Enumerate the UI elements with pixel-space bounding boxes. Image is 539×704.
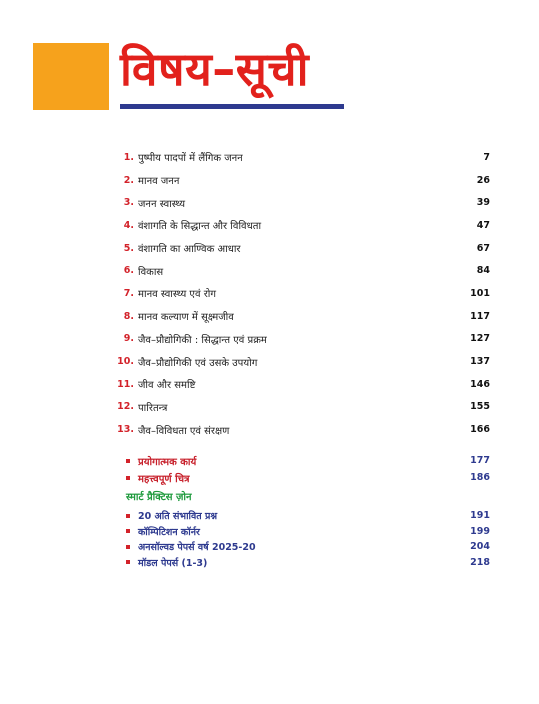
square-bullet-icon — [126, 560, 130, 564]
chapter-title: मानव कल्याण में सूक्ष्मजीव — [138, 312, 234, 324]
chapter-number: 13. — [117, 424, 134, 436]
chapter-row[interactable] — [112, 214, 490, 237]
chapter-page: 84 — [476, 265, 490, 277]
chapter-row[interactable] — [112, 146, 490, 169]
smart-zone-title: मॉडल पेपर्स (1-3) — [138, 557, 208, 569]
extras-list — [126, 452, 490, 486]
chapter-row[interactable] — [112, 373, 490, 396]
smart-zone-row[interactable] — [126, 524, 490, 540]
chapter-page: 117 — [470, 310, 490, 322]
chapter-row[interactable] — [112, 191, 490, 214]
chapter-number: 4. — [123, 219, 134, 231]
smart-zone-title: 20 अति संभावित प्रश्न — [138, 511, 218, 523]
square-bullet-icon — [126, 529, 130, 533]
smart-zone-list — [126, 508, 490, 570]
chapter-title: पुष्पीय पादपों में लैंगिक जनन — [138, 153, 243, 165]
extra-page: 186 — [470, 472, 490, 483]
chapter-page: 146 — [470, 378, 490, 390]
extra-title: प्रयोगात्मक कार्य — [138, 456, 197, 468]
smart-zone-title: कॉम्पिटिशन कॉर्नर — [138, 526, 200, 538]
chapter-title: जैव–प्रौद्योगिकी : सिद्धान्त एवं प्रक्रम — [138, 334, 267, 346]
chapter-row[interactable] — [112, 237, 490, 260]
chapter-title: जीव और समष्टि — [138, 380, 196, 392]
chapter-page: 47 — [476, 219, 490, 231]
chapter-list — [112, 146, 490, 441]
chapter-row[interactable] — [112, 169, 490, 192]
chapter-number: 2. — [123, 174, 134, 186]
square-bullet-icon — [126, 476, 130, 480]
chapter-number: 6. — [123, 265, 134, 277]
smart-zone-row[interactable] — [126, 539, 490, 555]
chapter-number: 5. — [123, 242, 134, 254]
title-underline — [120, 104, 344, 109]
chapter-title: जैव–विविधता एवं संरक्षण — [138, 425, 230, 437]
chapter-title: जैव–प्रौद्योगिकी एवं उसके उपयोग — [138, 357, 258, 369]
chapter-row[interactable] — [112, 418, 490, 441]
smart-zone-row[interactable] — [126, 508, 490, 524]
extra-row[interactable] — [126, 452, 490, 469]
chapter-row[interactable] — [112, 259, 490, 282]
extra-title: महत्त्वपूर्ण चित्र — [138, 473, 190, 485]
smart-zone-page: 191 — [470, 510, 490, 522]
chapter-number: 8. — [123, 310, 134, 322]
square-bullet-icon — [126, 514, 130, 518]
chapter-row[interactable] — [112, 350, 490, 373]
chapter-title: विकास — [138, 266, 164, 278]
smart-zone-row[interactable] — [126, 555, 490, 571]
extra-row[interactable] — [126, 469, 490, 486]
chapter-title: वंशागति के सिद्धान्त और विविधता — [138, 221, 262, 233]
chapter-number: 11. — [117, 378, 134, 390]
chapter-number: 3. — [123, 197, 134, 209]
chapter-title: जनन स्वास्थ्य — [138, 198, 186, 210]
chapter-page: 7 — [483, 151, 490, 163]
chapter-number: 9. — [123, 333, 134, 345]
chapter-title: पारितन्त्र — [138, 402, 168, 414]
smart-zone-page: 218 — [470, 556, 490, 568]
chapter-row[interactable] — [112, 305, 490, 328]
chapter-number: 1. — [123, 151, 134, 163]
chapter-title: मानव स्वास्थ्य एवं रोग — [138, 289, 217, 301]
smart-zone-page: 204 — [470, 541, 490, 553]
chapter-number: 7. — [123, 287, 134, 299]
chapter-page: 127 — [470, 333, 490, 345]
chapter-page: 26 — [476, 174, 490, 186]
extra-page: 177 — [470, 455, 490, 466]
orange-accent-block — [33, 43, 109, 110]
chapter-number: 12. — [117, 401, 134, 413]
chapter-page: 155 — [470, 401, 490, 413]
chapter-page: 101 — [470, 287, 490, 299]
smart-zone-title: अनसॉल्वड पेपर्स वर्ष 2025-20 — [138, 542, 256, 554]
chapter-number: 10. — [117, 356, 134, 368]
smart-zone-page: 199 — [470, 525, 490, 537]
chapter-page: 39 — [476, 197, 490, 209]
chapter-row[interactable] — [112, 396, 490, 419]
page-title: विषय–सूची — [120, 42, 309, 96]
chapter-title: वंशागति का आण्विक आधार — [138, 244, 241, 256]
chapter-row[interactable] — [112, 328, 490, 351]
chapter-row[interactable] — [112, 282, 490, 305]
chapter-page: 166 — [470, 424, 490, 436]
square-bullet-icon — [126, 545, 130, 549]
chapter-page: 137 — [470, 356, 490, 368]
chapter-page: 67 — [476, 242, 490, 254]
smart-zone-heading: स्मार्ट प्रैक्टिस ज़ोन — [126, 492, 192, 503]
square-bullet-icon — [126, 459, 130, 463]
chapter-title: मानव जनन — [138, 176, 180, 188]
